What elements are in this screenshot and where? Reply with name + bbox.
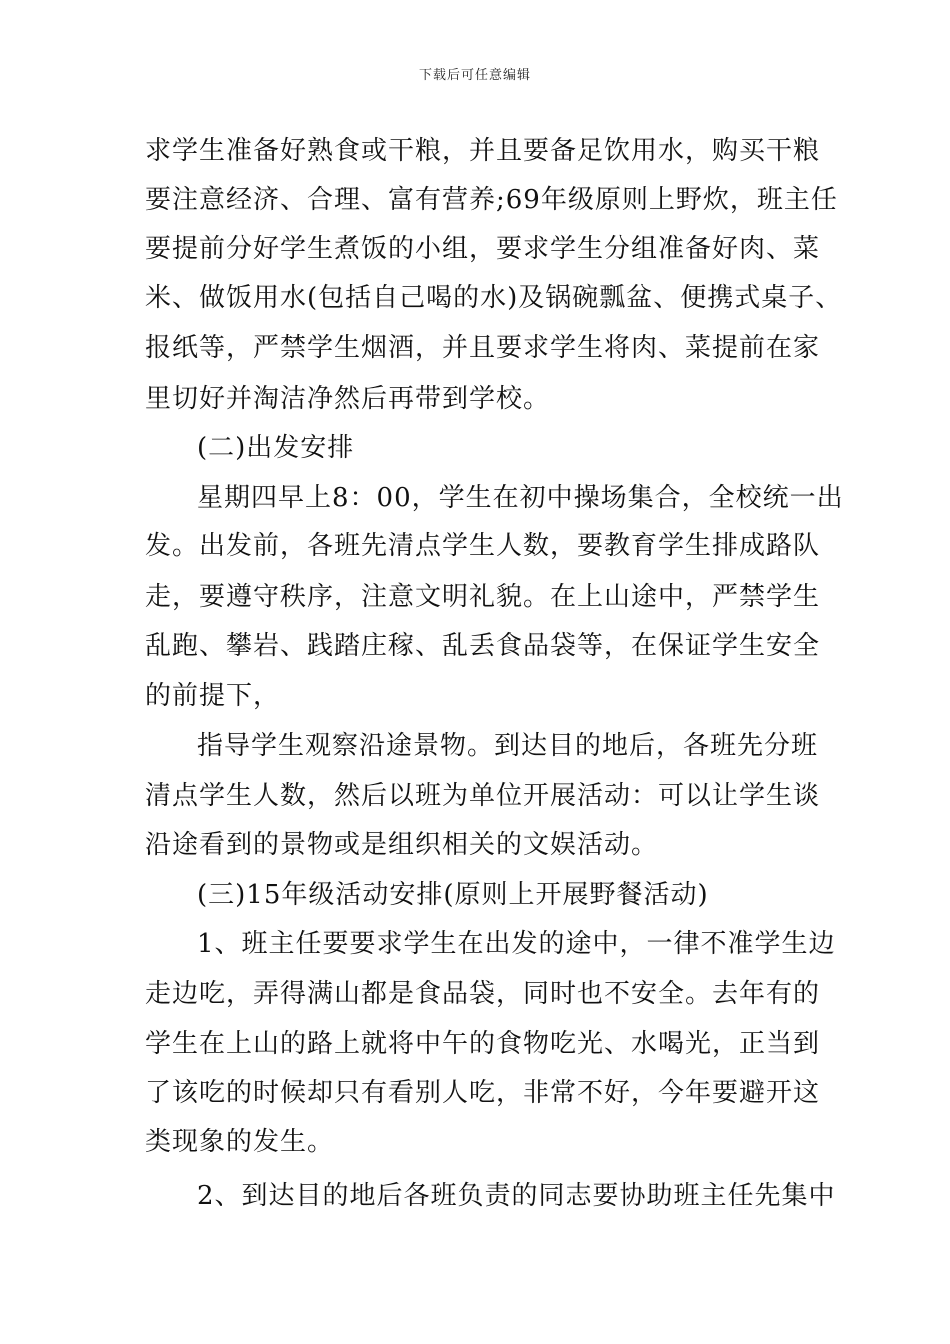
body-line: 清点学生人数，然后以班为单位开展活动：可以让学生谈 [145,781,821,811]
paragraph-first-line: 星期四早上8：00，学生在初中操场集合，全校统一出 [197,483,844,513]
body-line: 的前提下， [145,681,281,711]
body-line: 报纸等，严禁学生烟酒，并且要求学生将肉、菜提前在家 [145,333,821,363]
body-line: 乱跑、攀岩、践踏庄稼、乱丢食品袋等，在保证学生安全 [145,631,821,661]
body-line: 学生在上山的路上就将中午的食物吃光、水喝光，正当到 [145,1029,821,1059]
paragraph-first-line: 2、到达目的地后各班负责的同志要协助班主任先集中 [197,1181,836,1211]
body-line: 要注意经济、合理、富有营养;69年级原则上野炊，班主任 [145,185,838,215]
section-heading: (三)15年级活动安排(原则上开展野餐活动) [197,880,709,910]
paragraph-first-line: 指导学生观察沿途景物。到达目的地后，各班先分班 [197,731,819,761]
body-line: 走，要遵守秩序，注意文明礼貌。在上山途中，严禁学生 [145,582,821,612]
body-line: 了该吃的时候却只有看别人吃，非常不好，今年要避开这 [145,1078,821,1108]
body-line: 发。出发前，各班先清点学生人数，要教育学生排成路队 [145,531,821,561]
body-line: 要提前分好学生煮饭的小组，要求学生分组准备好肉、菜 [145,234,821,264]
page-header: 下载后可任意编辑 [418,68,531,83]
body-line: 走边吃，弄得满山都是食品袋，同时也不安全。去年有的 [145,979,821,1009]
body-line: 求学生准备好熟食或干粮，并且要备足饮用水，购买干粮 [145,136,821,166]
body-line: 沿途看到的景物或是组织相关的文娱活动。 [145,830,659,860]
body-line: 里切好并淘洁净然后再带到学校。 [145,384,551,414]
body-line: 类现象的发生。 [145,1127,335,1157]
paragraph-first-line: 1、班主任要要求学生在出发的途中，一律不准学生边 [197,929,836,959]
section-heading: (二)出发安排 [197,433,355,463]
body-line: 米、做饭用水(包括自己喝的水)及锅碗瓢盆、便携式桌子、 [145,283,843,313]
